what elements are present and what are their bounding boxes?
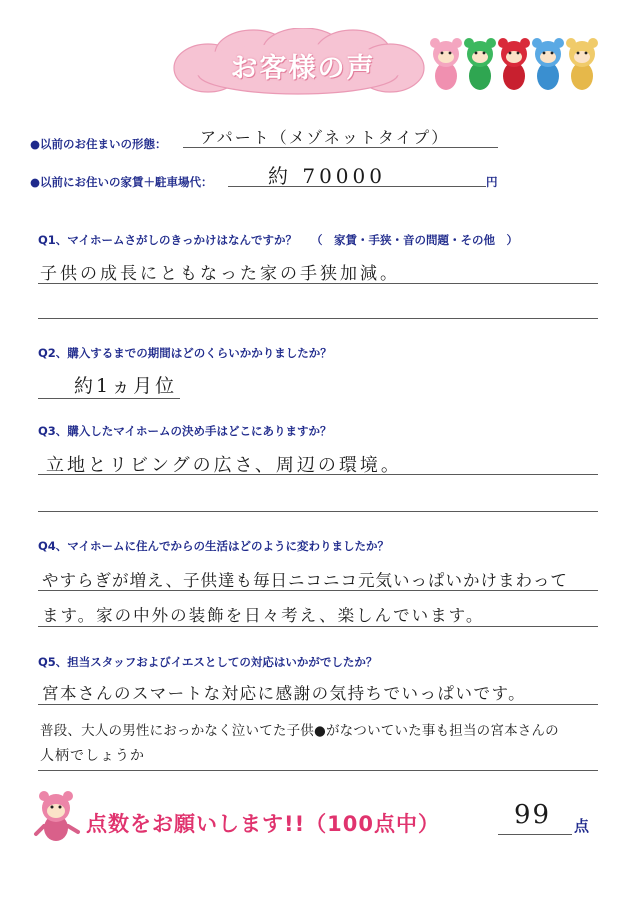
- mascot-red: [498, 38, 530, 90]
- score-value[interactable]: 99: [514, 800, 552, 830]
- mascot-pink-footer-illustration: [32, 790, 82, 842]
- q4-answer-line-2[interactable]: ます。家の中外の装飾を日々考え、楽しんでいます。: [42, 606, 485, 625]
- q4-answer-line-1[interactable]: やすらぎが増え、子供達も毎日ニコニコ元気いっぱいかけまわって: [42, 571, 568, 590]
- q2-line-1: [38, 398, 180, 399]
- prev-residence-value[interactable]: アパート（メゾネットタイプ）: [200, 128, 450, 147]
- prev-rent-line: [228, 186, 486, 187]
- q3-answer-line-1[interactable]: 立地とリビングの広さ、周辺の環境。: [46, 455, 402, 476]
- q1-question: Q1、マイホームさがしのきっかけはなんですか？: [38, 233, 298, 247]
- prev-rent-unit: 円: [486, 175, 498, 189]
- prev-residence-line: [183, 147, 498, 148]
- q5-line-1: [38, 704, 598, 705]
- mascot-green: [464, 38, 496, 90]
- score-label: 点数をお願いします!!: [86, 812, 306, 836]
- q1-line-1: [38, 283, 598, 284]
- q5-label: Q5、担当スタッフおよびイエスとしての対応はいかがでしたか？: [38, 655, 378, 669]
- mascot-pink: [430, 38, 462, 90]
- q4-line-2: [38, 626, 598, 627]
- q3-label: Q3、購入したマイホームの決め手はどこにありますか？: [38, 424, 332, 438]
- page-title: お客様の声: [230, 53, 376, 84]
- q5-line-2: [38, 770, 598, 771]
- score-unit: 点: [574, 817, 590, 835]
- q4-line-1: [38, 590, 598, 591]
- q5-answer-line-3[interactable]: 人柄でしょうか: [40, 748, 145, 764]
- mascot-yellow: [566, 38, 598, 90]
- mascot-blue: [532, 38, 564, 90]
- prev-rent-label: ●以前にお住いの家賃＋駐車場代：: [30, 175, 213, 189]
- q3-line-2: [38, 511, 598, 512]
- prev-rent-value[interactable]: 約 70000: [268, 164, 386, 188]
- score-line: [498, 834, 572, 835]
- score-request-label: [86, 808, 440, 838]
- q2-label: Q2、購入するまでの期間はどのくらいかかりましたか？: [38, 346, 332, 360]
- q3-line-1: [38, 474, 598, 475]
- q4-label: Q4、マイホームに住んでからの生活はどのように変わりましたか？: [38, 539, 390, 553]
- q2-answer-line-1[interactable]: 約1ヵ月位: [74, 375, 178, 397]
- q5-answer-line-2[interactable]: 普段、大人の男性におっかなく泣いてた子供●がなついていた事も担当の宮本さんの: [40, 723, 559, 739]
- q5-answer-line-1[interactable]: 宮本さんのスマートな対応に感謝の気持ちでいっぱいです。: [42, 684, 527, 703]
- q1-label: [38, 232, 518, 248]
- score-scale: （100点中）: [305, 812, 440, 836]
- prev-residence-label: ●以前のお住まいの形態：: [30, 137, 167, 151]
- q1-answer-line-1[interactable]: 子供の成長にともなった家の手狭加減。: [40, 264, 400, 284]
- q1-line-2: [38, 318, 598, 319]
- mascot-group-illustration: [428, 34, 604, 96]
- q1-hint: （ 家賃・手狭・音の問題・その他 ）: [311, 233, 519, 247]
